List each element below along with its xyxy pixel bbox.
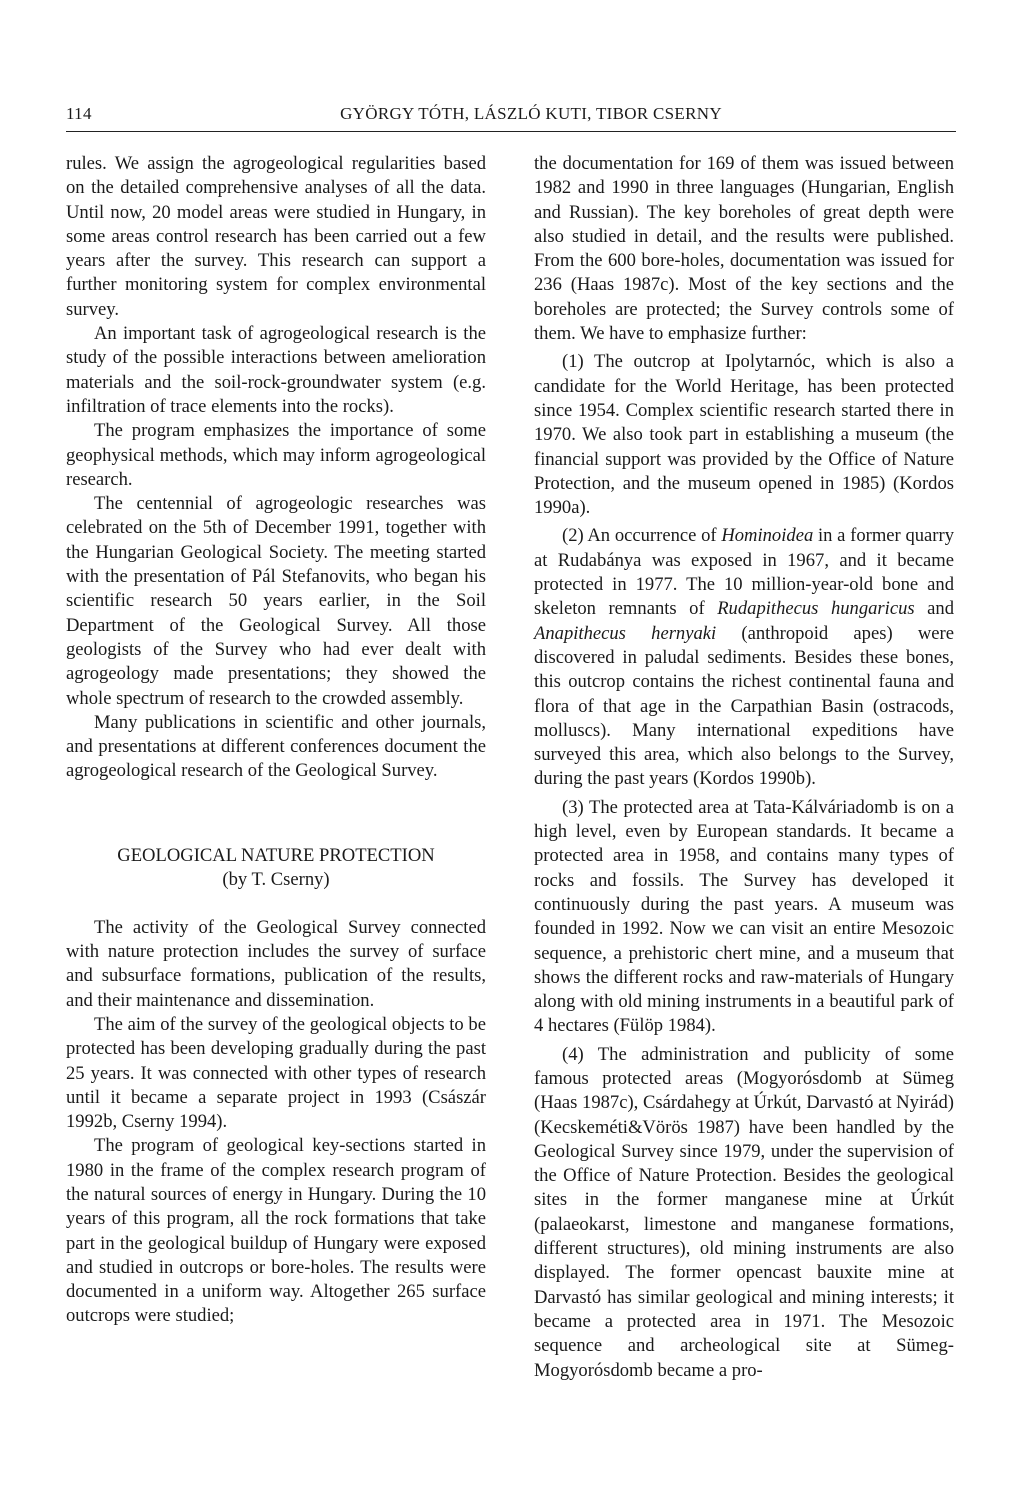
section-byline: (by T. Cserny) <box>222 868 330 890</box>
header-authors: GYÖRGY TÓTH, LÁSZLÓ KUTI, TIBOR CSERNY <box>340 104 722 123</box>
paragraph: the documentation for 169 of them was issued between 1982 and 1990 in three languages (Hungarian, English and Russian). The key boreholes of great depth were also studied in detail, and the results were published. From the 600 bore-holes, documentation was issued for 236 (Haas 1987c). Most of the key sections and the boreholes are protected; the Survey controls some of them. We have to emphasize further: <box>534 153 954 345</box>
numbered-paragraph: (3) The protected area at Tata-Kálváriadomb is on a high level, even by European standards. It became a protected area in 1958, and contains many types of rocks and fossils. The Survey has developed it continuously during the past years. A museum was founded in 1992. Now we can visit an entire Mesozoic sequence, a prehistoric chert mine, and a museum that shows the different rocks and raw-materials of Hungary along with old mining instruments in a beautiful park of 4 hectares (Fülöp 1984). <box>534 796 954 1037</box>
text-run: in a former quarry at Rudabánya was exposed in 1967, and it became protected in 1977. The 10 million-year-old bone and skeleton remnants of <box>534 525 954 620</box>
header-rule <box>66 131 956 132</box>
taxon-name: Hominoidea <box>721 525 814 547</box>
right-column <box>534 152 954 1383</box>
text-run: (anthropoid apes) were discovered in paludal sediments. Besides these bones, this outcrop contains the richest continental fauna and flora of that age in the Carpathian Basin (ostracods, molluscs). Many international expeditions have surveyed this area, which also belongs to the Survey, during the past years (Kordos 1990b). <box>534 622 954 790</box>
paragraph: Many publications in scientific and other journals, and presentations at different conferences document the agrogeological research of the Geological Survey. <box>66 711 486 782</box>
left-column <box>66 152 486 1329</box>
numbered-paragraph: (4) The administration and publicity of some famous protected areas (Mogyorósdomb at Sümeg (Haas 1987c), Csárdahegy at Úrkút, Darvastó at Nyirád) (Kecskeméti&Vörös 1987) have been handled by the Geological Survey since 1979, under the supervision of the Office of Nature Protection. Besides the geological sites in the former manganese mine at Úrkút (palaeokarst, limestone and manganese formations, different structures), old mining instruments are also displayed. The former opencast bauxite mine at Darvastó has similar geological and mining interests; it became a protected area in 1971. The Mesozoic sequence and archeological site at Sümeg-Mogyorósdomb became a pro- <box>534 1043 954 1381</box>
numbered-paragraph: (1) The outcrop at Ipolytarnóc, which is also a candidate for the World Heritage, has been protected since 1954. Complex scientific research started there in 1970. We also took part in establishing a museum (the financial support was provided by the Office of Nature Protection, and the museum opened in 1985) (Kordos 1990a). <box>534 351 954 519</box>
page-number: 114 <box>66 104 92 123</box>
paragraph: The program of geological key-sections started in 1980 in the frame of the complex research program of the natural sources of energy in Hungary. During the 10 years of this program, all the rock formations that take part in the geological buildup of Hungary were exposed and studied in outcrops or bore-holes. The results were documented in a uniform way. Altogether 265 surface outcrops were studied; <box>66 1135 486 1327</box>
paragraph: An important task of agrogeological research is the study of the possible interactions between amelioration materials and the soil-rock-groundwater system (e.g. infiltration of trace elements into the rocks). <box>66 323 486 417</box>
paragraph: The program emphasizes the importance of some geophysical methods, which may inform agrogeological research. <box>66 420 486 490</box>
paragraph: rules. We assign the agrogeological regularities based on the detailed comprehensive analyses of all the data. Until now, 20 model areas were studied in Hungary, in some areas control research has been carried out a few years after the survey. This research can support a further monitoring system for complex environmental survey. <box>66 153 486 320</box>
text-run: (2) An occurrence of <box>562 525 722 547</box>
paragraph: The aim of the survey of the geological objects to be protected has been developing gradually during the past 25 years. It was connected with other types of research until it became a separate project in 1993 (Császár 1992b, Cserny 1994). <box>66 1013 486 1133</box>
text-run: and <box>914 598 954 620</box>
paragraph: The centennial of agrogeologic researches was celebrated on the 5th of December 1991, together with the Hungarian Geological Society. The meeting started with the presentation of Pál Stefanovits, who began his scientific research 50 years earlier, in the Soil Department of the Geological Survey. All those geologists of the Survey who had ever dealt with agrogeology made presentations; they showed the whole spectrum of research to the crowded assembly. <box>66 493 486 709</box>
running-header <box>66 104 956 128</box>
numbered-paragraph <box>534 524 954 791</box>
taxon-name: Anapithecus hernyaki <box>534 622 717 644</box>
paragraph: The activity of the Geological Survey connected with nature protection includes the survey of surface and subsurface formations, publication of the results, and their maintenance and dissemination. <box>66 916 486 1011</box>
section-heading <box>66 844 486 892</box>
taxon-name: Rudapithecus hungaricus <box>717 598 915 620</box>
section-title: GEOLOGICAL NATURE PROTECTION <box>117 844 435 866</box>
